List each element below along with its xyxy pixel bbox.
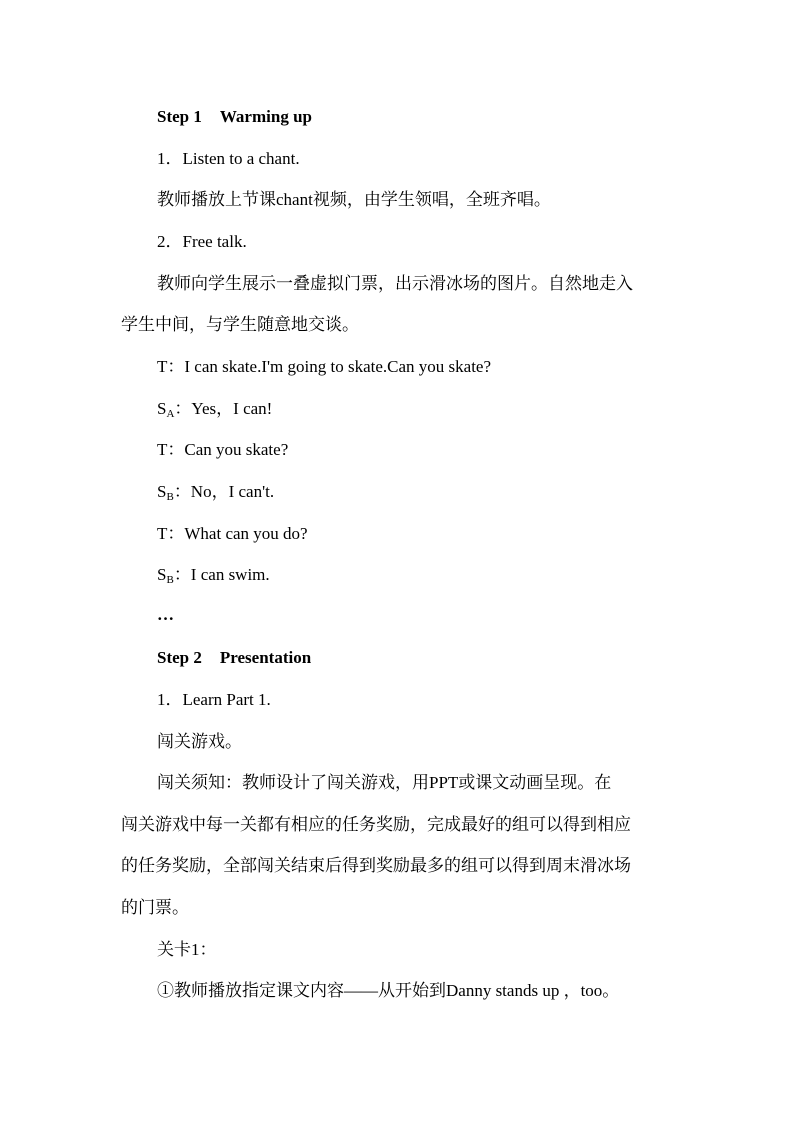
- speaker: T: [157, 524, 168, 543]
- step2-title: Presentation: [219, 648, 312, 667]
- dialogue-line: [157, 439, 288, 461]
- item-listen-chant-desc: 教师播放上节课chant视频，由学生领唱，全班齐唱。: [157, 190, 551, 209]
- utterance: ：I can swim.: [173, 565, 270, 584]
- utterance: ：Can you skate?: [167, 440, 289, 459]
- dialogue-line: [157, 564, 270, 586]
- speaker: S: [157, 399, 167, 418]
- speaker: T: [157, 357, 168, 376]
- rules-line1: 闯关须知：教师设计了闯关游戏，用PPT或课文动画呈现。在: [157, 773, 612, 792]
- free-talk-desc-line1: 教师向学生展示一叠虚拟门票，出示滑冰场的图片。自然地走入: [157, 274, 633, 293]
- dialogue-line: [157, 523, 308, 545]
- level1-step1: ①教师播放指定课文内容——从开始到Danny stands up ，too。: [157, 981, 620, 1000]
- ellipsis: …: [157, 605, 174, 624]
- dialogue-line: [157, 356, 491, 378]
- speaker: T: [157, 440, 168, 459]
- speaker-subscript: A: [166, 408, 175, 420]
- speaker: S: [157, 482, 167, 501]
- rules-line4: 的门票。: [121, 898, 189, 917]
- utterance: ：What can you do?: [167, 524, 308, 543]
- rules-line2: 闯关游戏中每一关都有相应的任务奖励，完成最好的组可以得到相应: [121, 815, 631, 834]
- game-title: 闯关游戏。: [157, 732, 242, 751]
- step2-label: Step 2: [157, 648, 202, 667]
- item-free-talk: 2．Free talk.: [157, 232, 247, 251]
- free-talk-desc-line2: 学生中间，与学生随意地交谈。: [121, 315, 359, 334]
- utterance: ：Yes，I can!: [174, 399, 273, 418]
- utterance: ：I can skate.I'm going to skate.Can you skate?: [167, 357, 492, 376]
- step1-heading: [157, 106, 312, 128]
- rules-line3: 的任务奖励，全部闯关结束后得到奖励最多的组可以得到周末滑冰场: [121, 856, 631, 875]
- dialogue-line: [157, 481, 274, 503]
- speaker-subscript: B: [166, 491, 174, 503]
- utterance: ：No，I can't.: [173, 482, 275, 501]
- level1-heading: 关卡1：: [157, 940, 217, 959]
- step2-heading: [157, 647, 311, 669]
- dialogue-line: [157, 398, 272, 420]
- speaker-subscript: B: [166, 574, 174, 586]
- item-learn-part1: 1．Learn Part 1.: [157, 690, 271, 709]
- speaker: S: [157, 565, 167, 584]
- item-listen-chant: 1．Listen to a chant.: [157, 149, 300, 168]
- step1-title: Warming up: [219, 107, 312, 126]
- step1-label: Step 1: [157, 107, 202, 126]
